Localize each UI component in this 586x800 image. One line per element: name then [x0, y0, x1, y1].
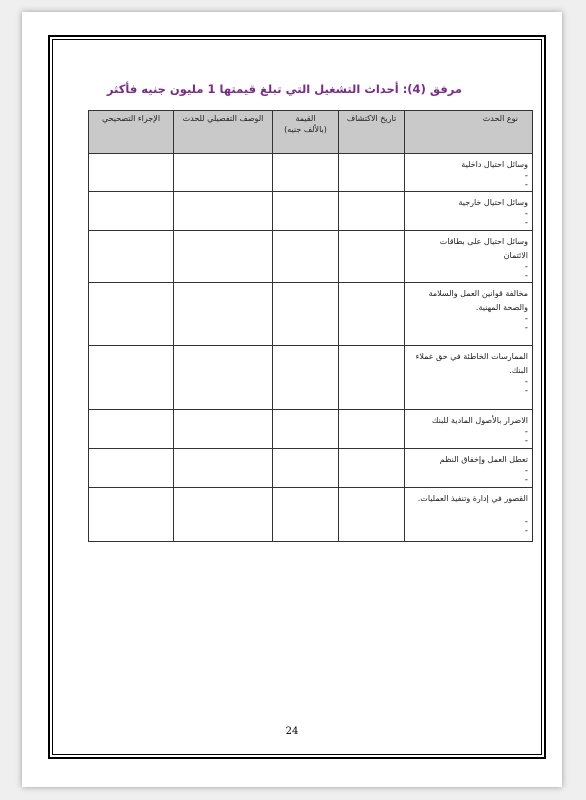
table-header-row: [89, 111, 533, 154]
header-discovery-date: تاريخ الاكتشاف: [339, 111, 405, 154]
bullet-dash: -: [524, 209, 528, 219]
header-corrective-action: الإجراء التصحيحي: [89, 111, 174, 154]
event-type-label: تعطل العمل وإخفاق النظم: [439, 455, 528, 464]
discovery-date-cell: [339, 283, 405, 346]
bullet-dash: -: [524, 314, 528, 324]
event-type-label: وسائل احتيال على بطاقات: [439, 237, 528, 246]
table-row: [89, 410, 533, 449]
bullet-dash: -: [524, 526, 528, 536]
event-type-label-cont: البنك.: [509, 366, 528, 375]
table-row: [89, 283, 533, 346]
value-cell: [273, 231, 339, 283]
table-row: [89, 449, 533, 488]
corrective-action-cell: [89, 488, 174, 542]
value-cell: [273, 410, 339, 449]
corrective-action-cell: [89, 410, 174, 449]
description-cell: [174, 231, 273, 283]
bullet-dash: -: [524, 377, 528, 387]
discovery-date-cell: [339, 231, 405, 283]
table-row: [89, 346, 533, 410]
corrective-action-cell: [89, 231, 174, 283]
corrective-action-cell: [89, 192, 174, 231]
description-cell: [174, 346, 273, 410]
value-cell: [273, 449, 339, 488]
discovery-date-cell: [339, 192, 405, 231]
table-row: [89, 154, 533, 192]
value-cell: [273, 154, 339, 192]
value-cell: [273, 346, 339, 410]
event-type-label: الاضرار بالأصول المادية للبنك: [431, 416, 528, 425]
event-type-label-cont: والصحة المهنية.: [475, 303, 528, 312]
event-type-cell: [405, 488, 533, 542]
description-cell: [174, 449, 273, 488]
event-type-label: وسائل احتيال داخلية: [461, 160, 528, 169]
corrective-action-cell: [89, 154, 174, 192]
description-cell: [174, 192, 273, 231]
bullet-dash: -: [524, 180, 528, 190]
bullet-dash: -: [524, 427, 528, 437]
discovery-date-cell: [339, 346, 405, 410]
discovery-date-cell: [339, 488, 405, 542]
header-event-type: نوع الحدث: [405, 111, 533, 154]
description-cell: [174, 283, 273, 346]
event-type-cell: [405, 449, 533, 488]
value-cell: [273, 192, 339, 231]
table-row: [89, 192, 533, 231]
description-cell: [174, 488, 273, 542]
event-type-label: مخالفة قوانين العمل والسلامة: [428, 289, 528, 298]
bullet-dash: -: [524, 323, 528, 333]
table-row: [89, 231, 533, 283]
event-type-label: الممارسات الخاطئة في حق عملاء: [415, 352, 528, 361]
header-value-unit: (بالألف جنيه): [284, 125, 327, 134]
operational-events-table: [88, 110, 533, 542]
bullet-dash: -: [524, 466, 528, 476]
header-value-label: القيمة: [295, 114, 316, 123]
header-detailed-description: الوصف التفصيلي للحدث: [174, 111, 273, 154]
bullet-dash: -: [524, 517, 528, 527]
bullet-dash: -: [524, 475, 528, 485]
event-type-cell: [405, 192, 533, 231]
bullet-dash: -: [524, 271, 528, 281]
annex-title: مرفق (4): أحداث التشغيل التي تبلغ قيمتها 1 مليون جنيه فأكثر: [106, 82, 462, 96]
event-type-label: وسائل احتيال خارجية: [458, 198, 528, 207]
description-cell: [174, 154, 273, 192]
event-type-label-cont: الائتمان: [503, 251, 528, 260]
event-type-cell: [405, 231, 533, 283]
corrective-action-cell: [89, 283, 174, 346]
event-type-cell: [405, 410, 533, 449]
event-type-label: القصور في إدارة وتنفيذ العمليات.: [417, 494, 528, 503]
bullet-dash: -: [524, 386, 528, 396]
corrective-action-cell: [89, 346, 174, 410]
bullet-dash: -: [524, 262, 528, 272]
corrective-action-cell: [89, 449, 174, 488]
event-type-cell: [405, 283, 533, 346]
bullet-dash: -: [524, 171, 528, 181]
bullet-dash: -: [524, 436, 528, 446]
bullet-dash: -: [524, 218, 528, 228]
table-row: [89, 488, 533, 542]
event-type-cell: [405, 154, 533, 192]
discovery-date-cell: [339, 449, 405, 488]
header-value: [273, 111, 339, 154]
discovery-date-cell: [339, 154, 405, 192]
value-cell: [273, 283, 339, 346]
description-cell: [174, 410, 273, 449]
value-cell: [273, 488, 339, 542]
page-number: 24: [285, 726, 299, 737]
document-page: [22, 12, 562, 787]
event-type-cell: [405, 346, 533, 410]
discovery-date-cell: [339, 410, 405, 449]
